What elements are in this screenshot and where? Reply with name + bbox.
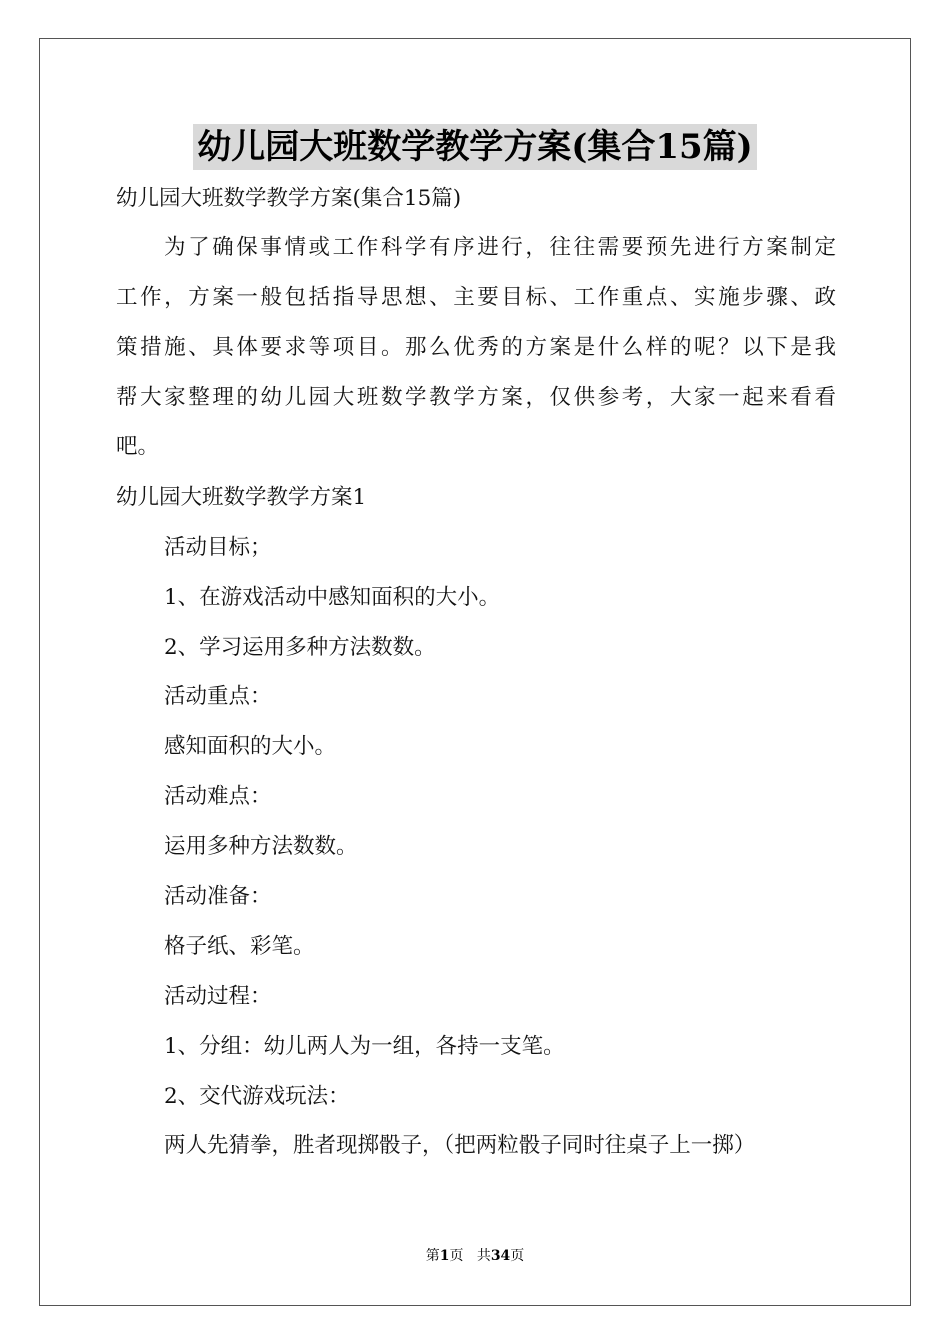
page-border (39, 38, 911, 1306)
body-line: 感知面积的大小。 (164, 734, 337, 759)
intro-line: 帮大家整理的幼儿园大班数学教学方案，仅供参考，大家一起来看看 (116, 385, 836, 410)
body-line: 1、在游戏活动中感知面积的大小。 (164, 585, 501, 610)
body-line: 活动重点： (164, 684, 272, 709)
footer-page-prefix: 第 (425, 1248, 440, 1264)
footer-page-number: 1 (439, 1248, 450, 1264)
intro-line: 为了确保事情或工作科学有序进行，往往需要预先进行方案制定 (164, 235, 836, 260)
document-title: 幼儿园大班数学教学方案(集合15篇) (193, 124, 757, 170)
body-line: 运用多种方法数数。 (164, 834, 358, 859)
section-heading: 幼儿园大班数学教学方案1 (116, 485, 367, 510)
intro-line: 吧。 (116, 434, 160, 459)
intro-line: 工作，方案一般包括指导思想、主要目标、工作重点、实施步骤、政 (116, 285, 836, 310)
body-line: 活动过程： (164, 984, 272, 1009)
footer-total-pages: 34 (490, 1248, 511, 1264)
body-line: 活动难点： (164, 784, 272, 809)
body-line: 格子纸、彩笔。 (164, 934, 315, 959)
body-line: 两人先猜拳，胜者现掷骰子，（把两粒骰子同时往桌子上一掷） (164, 1133, 756, 1158)
body-line: 1、分组：幼儿两人为一组，各持一支笔。 (164, 1034, 565, 1059)
title-container (0, 124, 950, 170)
page-footer (0, 1246, 950, 1266)
body-line: 2、交代游戏玩法： (164, 1084, 350, 1109)
document-subtitle: 幼儿园大班数学教学方案(集合15篇) (116, 186, 462, 211)
footer-page-suffix: 页 (449, 1248, 464, 1264)
footer-total-suffix: 页 (510, 1248, 525, 1264)
body-line: 活动准备： (164, 884, 272, 909)
footer-total-prefix: 共 (476, 1248, 491, 1264)
body-line: 活动目标； (164, 535, 272, 560)
intro-line: 策措施、具体要求等项目。那么优秀的方案是什么样的呢？以下是我 (116, 335, 836, 360)
body-line: 2、学习运用多种方法数数。 (164, 635, 436, 660)
